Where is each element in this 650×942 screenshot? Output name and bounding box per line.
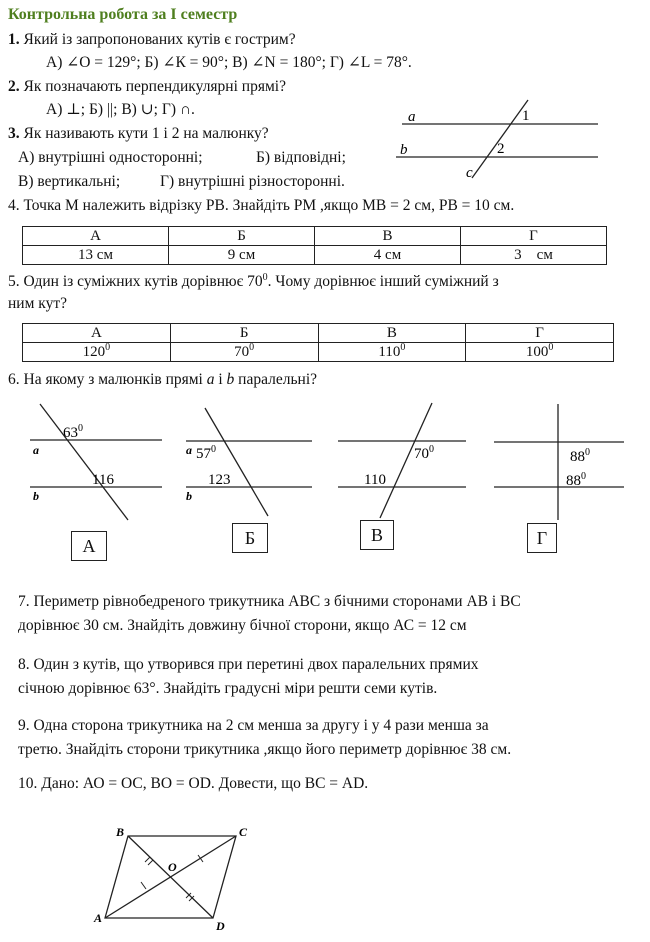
table-cell: 3 см [461,246,607,265]
question-7-line-2: дорівнює 30 см. Знайдіть довжину бічної сторони, якщо АС = 12 см [18,617,467,634]
figure-v-label: В [360,520,394,550]
degree-superscript: 0 [105,342,111,353]
line-b-name: b [226,371,235,388]
question-2-options: А) ⊥; Б) ||; В) ∪; Г) ∩. [46,101,195,118]
table-cell: Г [461,227,607,246]
figure-b-label: Б [232,523,268,553]
vertex-b-label: B [116,825,125,839]
fig-b-line-a: a [186,443,192,457]
fig-a-angle-1: $63^0$ [63,423,83,441]
question-3-number: 3. [8,125,20,142]
vertex-a-label: A [94,911,103,925]
question-2-number: 2. [8,78,20,95]
question-3-option-b: Б) відповідні; [256,149,346,166]
question-3-option-d: Г) внутрішні різносторонні. [160,173,345,190]
table-cell: Б [170,324,318,343]
table-cell: В [318,324,466,343]
degree-superscript: 0 [262,271,268,283]
value: 120 [82,344,106,360]
fig-g-angle-1: $88^0$ [570,447,590,465]
question-5-line-2: ним кут? [8,295,67,312]
fig-a-line-b: b [33,489,39,503]
angle-2-label: 2 [497,141,505,157]
fig-v-angle-2: 110 [364,472,386,488]
value: 100 [525,344,549,360]
degree-superscript: 0 [249,342,255,353]
figure-g-label: Г [527,523,557,553]
fig-v-angle-1: $70^0$ [414,444,434,462]
question-9-line-2: третю. Знайдіть сторони трикутника ,якщо його периметр дорівнює 38 см. [18,741,512,758]
table-cell: В [315,227,461,246]
table-cell: Г [466,324,614,343]
table-cell: А [23,227,169,246]
question-10-text: 10. Дано: АО = ОС, ВО = OD. Довести, що ВС = AD. [18,775,369,792]
question-3-text: Як називають кути 1 і 2 на малюнку? [23,125,269,142]
question-2-text: Як позначають перпендикулярні прямі? [23,78,286,95]
table-cell: 13 см [23,246,169,265]
line-a-label: a [408,109,416,125]
fig-a-line-a: a [33,443,39,457]
question-6-text-post: паралельні? [234,371,318,388]
question-8-line-1: 8. Один з кутів, що утворився при перетині двох паралельних прямих [18,656,479,673]
degree-superscript: 0 [548,342,554,353]
question-7-line-1: 7. Периметр рівнобедреного трикутника АВС з бічними сторонами АВ і ВС [18,593,521,610]
point-o-label: O [168,860,177,874]
question-8-line-2: січною дорівнює 63°. Знайдіть градусні міри решти семи кутів. [18,680,438,697]
line-b-label: b [400,142,408,158]
angle-1-label: 1 [522,108,530,124]
question-5-text: 5. Один із суміжних кутів дорівнює 70 [8,273,263,290]
question-6-text-mid: і [214,371,227,388]
fig-g-angle-2: $88^0$ [566,471,586,489]
degree-superscript: 0 [400,342,406,353]
line-c-label: c [466,165,473,181]
question-3-option-c: В) вертикальні; [18,173,121,190]
question-4-text: 4. Точка М належить відрізку РВ. Знайдіть РМ ,якщо МВ = 2 см, РВ = 10 см. [8,197,515,214]
question-6-text-pre: 6. На якому з малюнків прямі [8,371,207,388]
question-1-options: А) ∠О = 129°; Б) ∠К = 90°; В) ∠N = 180°; Г) ∠L = 78°. [46,54,412,71]
vertex-c-label: C [239,825,248,839]
question-3-option-a: А) внутрішні односторонні; [18,149,203,166]
question-5-text-cont: . Чому дорівнює інший суміжний з [267,273,499,290]
table-cell: А [23,324,171,343]
table-cell: 4 см [315,246,461,265]
question-9-line-1: 9. Одна сторона трикутника на 2 см менша за другу і у 4 рази менша за [18,717,489,734]
page-title: Контрольна робота за І семестр [8,6,238,23]
value: 70 [234,344,250,360]
fig-b-angle-1: $57^0$ [196,444,216,462]
question-1-number: 1. [8,31,20,48]
question-1-text: Який із запропонованих кутів є гострим? [23,31,296,48]
table-cell: 9 см [169,246,315,265]
value: 110 [378,344,401,360]
fig-b-angle-2: 123 [208,472,231,488]
line-a-name: a [206,371,215,388]
vertex-d-label: D [216,919,225,933]
figure-a-label: А [71,531,107,561]
table-cell: Б [169,227,315,246]
fig-a-angle-2: 116 [92,472,114,488]
fig-b-line-b: b [186,489,192,503]
